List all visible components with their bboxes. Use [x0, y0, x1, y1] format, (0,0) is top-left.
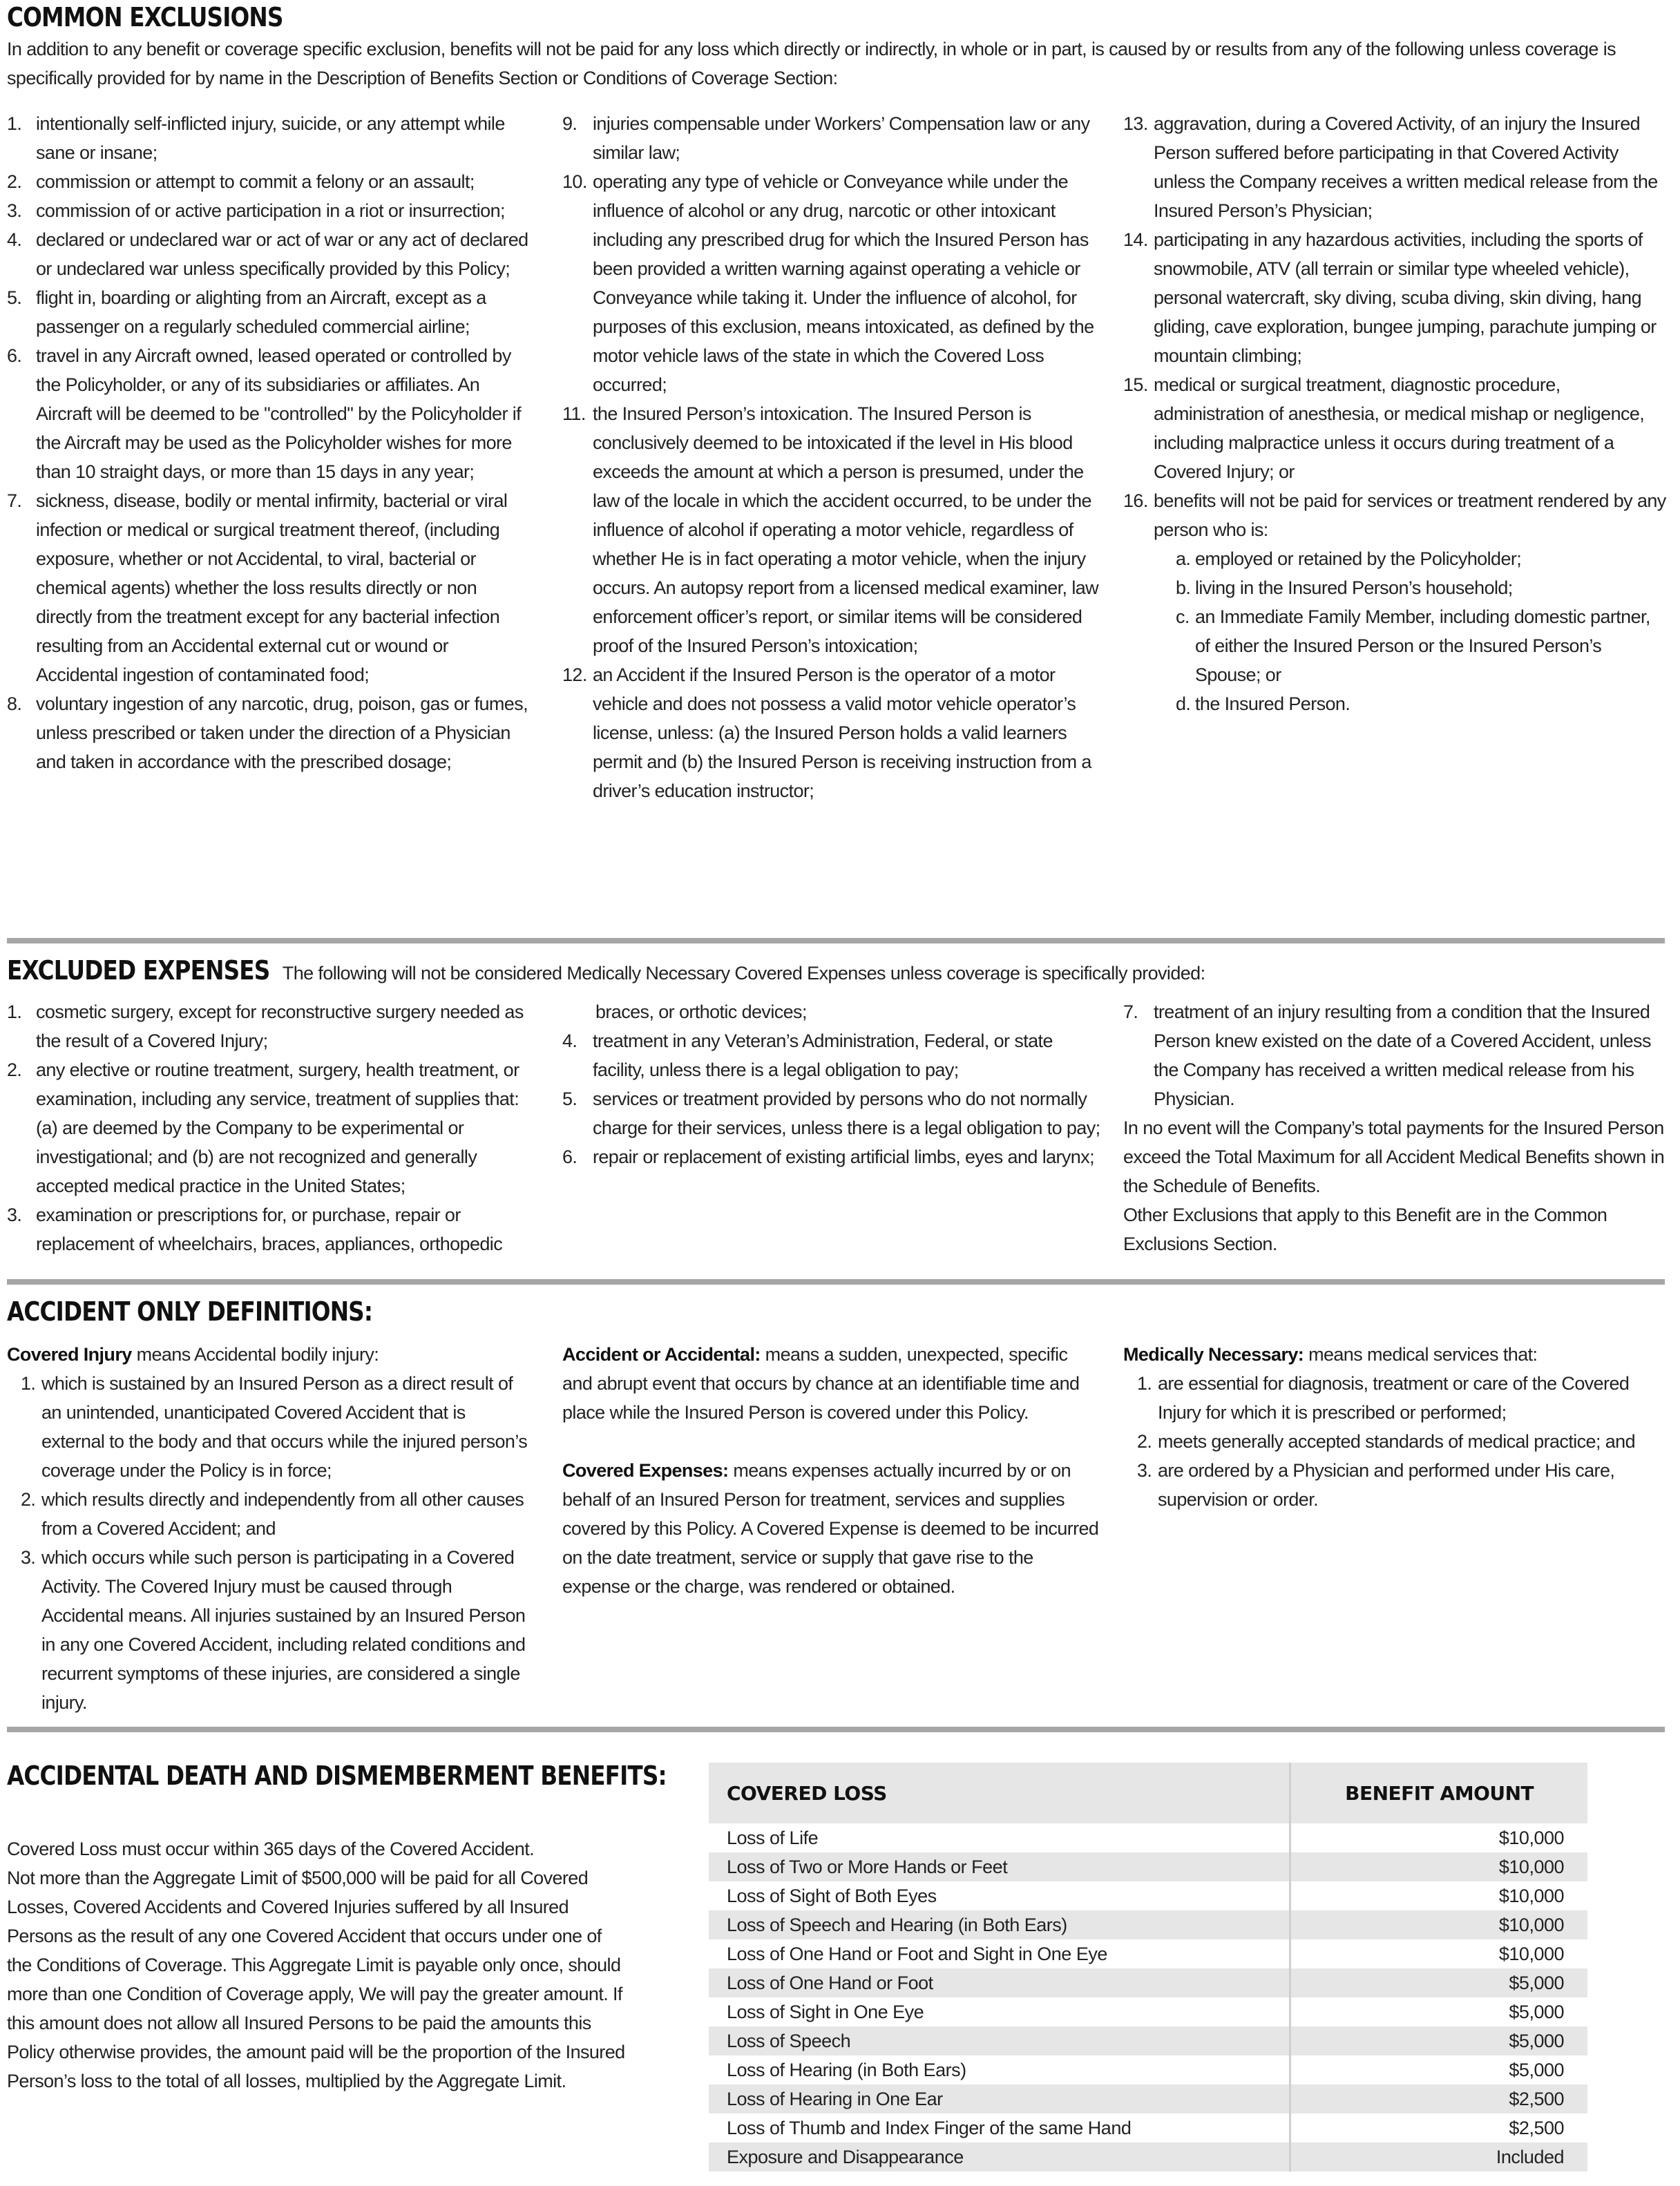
exclusion-item	[562, 660, 1101, 805]
list-item-number: 3.	[21, 1547, 36, 1568]
list-item-number: 14.	[1123, 229, 1148, 250]
list-item-text: an Immediate Family Member, including domestic partner, of either the Insured Person or the Insured Person’s Spouse; or	[1195, 606, 1650, 685]
list-item-number: 15.	[1123, 374, 1148, 395]
list-item-number: 11.	[562, 403, 586, 424]
definition-column-2	[562, 1340, 1101, 1601]
benefit-amount-cell: $5,000	[1290, 1968, 1587, 1997]
list-item-text: which is sustained by an Insured Person as a direct result of an unintended, unanticipated Covered Accident that is external to the body and that occurs while the injured person’s coverage under the Policy is in force;	[41, 1373, 528, 1481]
common-exclusions-section	[7, 1, 1651, 93]
list-item-text: employed or retained by the Policyholder;	[1195, 548, 1522, 569]
list-item-text: are essential for diagnosis, treatment or care of the Covered Injury for which it is prescribed or performed;	[1158, 1373, 1630, 1423]
benefit-amount-cell: $10,000	[1290, 1910, 1587, 1939]
excluded-expenses-total-maximum-note: In no event will the Company’s total payments for the Insured Person exceed the Total Maximum for all Accident Medical Benefits shown in the Schedule of Benefits.	[1123, 1118, 1665, 1196]
list-item-number: 7.	[1123, 1001, 1138, 1022]
excluded-expense-item	[7, 1200, 532, 1258]
list-item-number: 6.	[562, 1147, 578, 1167]
list-item-text: declared or undeclared war or act of war or any act of declared or undeclared war unless specifically provided by this Policy;	[36, 229, 528, 279]
list-item-text: an Accident if the Insured Person is the operator of a motor vehicle and does not possess a valid motor vehicle operator’s license, unless: (a) the Insured Person holds a valid learners permit and (b) the Insured Person is receiving instruction from a driver’s education instructor;	[593, 664, 1091, 801]
list-item-number: 1.	[7, 1001, 22, 1022]
common-exclusions-column-3	[1123, 109, 1669, 718]
add-benefits-text	[7, 1834, 629, 2096]
list-item-number: 2.	[7, 171, 22, 192]
list-item-text: the Insured Person’s intoxication. The Insured Person is conclusively deemed to be intoxicated if the level in His blood exceeds the amount at which a person is presumed, under the law of the locale in which the accident occurred, to be under the influence of alcohol if operating a motor vehicle, regardless of whether He is in fact operating a motor vehicle, when the injury occurs. An autopsy report from a licensed medical examiner, law enforcement officer’s report, or similar items will be considered proof of the Insured Person’s intoxication;	[593, 403, 1099, 656]
definition-covered-injury	[7, 1340, 532, 1717]
list-item-number: a.	[1176, 548, 1191, 569]
common-exclusions-column-1	[7, 109, 532, 776]
definition-item	[21, 1485, 532, 1543]
exclusion-item	[7, 341, 532, 486]
exclusion-item	[7, 283, 532, 341]
list-item-number: 7.	[7, 490, 22, 511]
covered-loss-cell: Loss of Speech and Hearing (in Both Ears)	[709, 1910, 1290, 1939]
list-item-text: medical or surgical treatment, diagnostic procedure, administration of anesthesia, or medical mishap or negligence, including malpractice unless it occurs during treatment of a Covered Injury; or	[1154, 374, 1645, 482]
list-item-number: 1.	[1137, 1373, 1152, 1394]
exclusion-item	[7, 486, 532, 689]
excluded-expenses-continuation: braces, or orthotic devices;	[595, 1001, 807, 1022]
excluded-expenses-intro: The following will not be considered Medically Necessary Covered Expenses unless coverage is specifically provided:	[282, 963, 1205, 984]
section-divider	[7, 1279, 1665, 1285]
list-item-number: 2.	[1137, 1431, 1152, 1452]
list-item-text: any elective or routine treatment, surgery, health treatment, or examination, including any service, treatment of supplies that: (a) are deemed by the Company to be experimental or investigational; and (b) are not recognized and generally accepted medical practice in the United States;	[36, 1060, 519, 1196]
excluded-expense-item	[7, 1055, 532, 1200]
list-item-text: injuries compensable under Workers’ Compensation law or any similar law;	[593, 113, 1090, 163]
list-item-number: 2.	[7, 1060, 22, 1080]
list-item-text: operating any type of vehicle or Conveyance while under the influence of alcohol or any drug, narcotic or other intoxicant including any prescribed drug for which the Insured Person has been provided a written warning against operating a vehicle or Conveyance while taking it. Under the influence of alcohol, for purposes of this exclusion, means intoxicated, as defined by the motor vehicle laws of the state in which the Covered Loss occurred;	[593, 171, 1094, 395]
benefit-amount-cell: $10,000	[1290, 1881, 1587, 1910]
exclusion-item	[562, 399, 1101, 660]
list-item-number: 9.	[562, 113, 578, 134]
benefit-amount-header: BENEFIT AMOUNT	[1290, 1763, 1587, 1823]
common-exclusions-title: COMMON EXCLUSIONS	[7, 2, 283, 32]
excluded-expense-item	[7, 997, 532, 1055]
list-item-text: voluntary ingestion of any narcotic, drug, poison, gas or fumes, unless prescribed or taken under the direction of a Physician and taken in accordance with the prescribed dosage;	[36, 693, 528, 772]
excluded-expenses-column-2	[562, 997, 1101, 1171]
list-item-number: 3.	[1137, 1460, 1152, 1481]
list-item-text: treatment of an injury resulting from a condition that the Insured Person knew existed on the date of a Covered Accident, unless the Company has received a written medical release from his Physician.	[1154, 1001, 1651, 1109]
list-item-number: 13.	[1123, 113, 1148, 134]
exclusion-item	[1123, 370, 1669, 486]
list-item-number: 1.	[7, 113, 22, 134]
table-row	[709, 1881, 1587, 1910]
excluded-expenses-other-exclusions-note: Other Exclusions that apply to this Benefit are in the Common Exclusions Section.	[1123, 1205, 1607, 1254]
add-benefits-title: ACCIDENTAL DEATH AND DISMEMBERMENT BENEFITS:	[7, 1761, 667, 1791]
excluded-expense-item	[562, 1142, 1101, 1171]
exclusion-item	[7, 196, 532, 225]
list-item-number: 2.	[21, 1489, 36, 1510]
exclusion-subitem	[1176, 573, 1669, 602]
exclusion-item	[562, 167, 1101, 399]
list-item-text: travel in any Aircraft owned, leased operated or controlled by the Policyholder, or any of its subsidiaries or affiliates. An Aircraft will be deemed to be "controlled" by the Policyholder if the Aircraft may be used as the Policyholder wishes for more than 10 straight days, or more than 15 days in any year;	[36, 345, 522, 482]
list-item-text: cosmetic surgery, except for reconstructive surgery needed as the result of a Covered Injury;	[36, 1001, 524, 1051]
excluded-expense-item	[562, 1026, 1101, 1084]
list-item-number: 6.	[7, 345, 22, 366]
definition-covered-expenses	[562, 1456, 1101, 1601]
covered-loss-cell: Loss of One Hand or Foot and Sight in One Eye	[727, 1943, 1107, 1964]
list-item-text: are ordered by a Physician and performed under His care, supervision or order.	[1158, 1460, 1615, 1510]
benefit-amount-cell: $10,000	[1290, 1939, 1587, 1968]
benefit-amount-cell: $10,000	[1290, 1823, 1587, 1852]
excluded-expenses-title: EXCLUDED EXPENSES	[7, 955, 270, 986]
list-item-text: which occurs while such person is participating in a Covered Activity. The Covered Injury must be caused through Accidental means. All injuries sustained by an Insured Person in any one Covered Accident, including related conditions and recurrent symptoms of these injuries, are considered a single injury.	[41, 1547, 526, 1713]
table-row	[709, 1910, 1587, 1939]
list-item-text: the Insured Person.	[1195, 693, 1350, 714]
table-row	[709, 1852, 1587, 1881]
common-exclusions-column-2	[562, 109, 1101, 805]
definition-item	[1137, 1369, 1669, 1427]
table-row	[709, 2026, 1587, 2055]
covered-loss-cell: Loss of Two or More Hands or Feet	[709, 1852, 1290, 1881]
list-item-text: benefits will not be paid for services or treatment rendered by any person who is:	[1154, 490, 1666, 540]
accident-term: Accident or Accidental:	[562, 1344, 761, 1365]
excluded-expenses-column-1	[7, 997, 532, 1258]
definition-item	[1137, 1456, 1669, 1514]
list-item-text: commission or attempt to commit a felony or an assault;	[36, 171, 475, 192]
exclusion-item	[7, 167, 532, 196]
table-row	[709, 2055, 1587, 2084]
medically-necessary-definition: means medical services that:	[1308, 1344, 1538, 1365]
list-item-text: living in the Insured Person’s household;	[1195, 577, 1513, 598]
list-item-number: b.	[1176, 577, 1191, 598]
exclusion-item	[1123, 486, 1669, 544]
list-item-text: meets generally accepted standards of medical practice; and	[1158, 1431, 1636, 1452]
definition-accident	[562, 1340, 1101, 1427]
list-item-text: aggravation, during a Covered Activity, of an injury the Insured Person suffered before participating in that Covered Activity unless the Company receives a written medical release from the Insured Person’s Physician;	[1154, 113, 1658, 221]
accident-definition: means a sudden, unexpected, specific and abrupt event that occurs by chance at an identifiable time and place while the Insured Person is covered under this Policy.	[562, 1344, 1080, 1423]
section-divider	[7, 1727, 1665, 1732]
list-item-number: d.	[1176, 693, 1191, 714]
list-item-text: participating in any hazardous activities, including the sports of snowmobile, ATV (all terrain or similar type wheeled vehicle), personal watercraft, sky diving, scuba diving, skin diving, hang gliding, cave exploration, bungee jumping, parachute jumping or mountain climbing;	[1154, 229, 1657, 366]
exclusion-item	[1123, 225, 1669, 370]
covered-loss-cell: Loss of Sight of Both Eyes	[727, 1885, 937, 1906]
list-item-number: 16.	[1123, 490, 1148, 511]
benefit-amount-cell: $5,000	[1290, 1997, 1587, 2026]
table-row	[709, 1823, 1587, 1852]
table-row	[709, 2142, 1587, 2171]
definition-item	[21, 1369, 532, 1485]
list-item-number: 5.	[7, 287, 22, 308]
list-item-text: commission of or active participation in a riot or insurrection;	[36, 200, 505, 221]
covered-loss-cell: Loss of Life	[727, 1827, 819, 1848]
benefit-amount-cell: $5,000	[1290, 2055, 1587, 2084]
list-item-number: 10.	[562, 171, 587, 192]
covered-injury-definition: means Accidental bodily injury:	[136, 1344, 379, 1365]
list-item-number: 3.	[7, 1205, 22, 1225]
definitions-header	[7, 1296, 1651, 1327]
medically-necessary-term: Medically Necessary:	[1123, 1344, 1304, 1365]
covered-loss-cell: Loss of One Hand or Foot	[709, 1968, 1290, 1997]
add-benefits-paragraph-1: Covered Loss must occur within 365 days of the Covered Accident.	[7, 1839, 535, 1859]
table-row	[709, 1939, 1587, 1968]
covered-expenses-definition: means expenses actually incurred by or on behalf of an Insured Person for treatment, services and supplies covered by this Policy. A Covered Expense is deemed to be incurred on the date treatment, service or supply that gave rise to the expense or the charge, was rendered or obtained.	[562, 1460, 1099, 1597]
covered-injury-term: Covered Injury	[7, 1344, 132, 1365]
excluded-expenses-column-3	[1123, 997, 1669, 1258]
table-row	[709, 2113, 1587, 2142]
table-row	[709, 1968, 1587, 1997]
exclusion-subitem	[1176, 602, 1669, 689]
table-row	[709, 2084, 1587, 2113]
list-item-number: 5.	[562, 1089, 578, 1109]
covered-loss-table	[709, 1763, 1587, 2171]
list-item-text: sickness, disease, bodily or mental infirmity, bacterial or viral infection or medical or surgical treatment thereof, (including exposure, whether or not Accidental, to viral, bacterial or chemical agents) whether the loss results directly or non directly from the treatment except for any bacterial infection resulting from an Accidental external cut or wound or Accidental ingestion of contaminated food;	[36, 490, 508, 685]
benefit-amount-cell: $10,000	[1290, 1852, 1587, 1881]
list-item-text: services or treatment provided by persons who do not normally charge for their services, unless there is a legal obligation to pay;	[593, 1089, 1100, 1138]
table-row	[709, 1997, 1587, 2026]
exclusion-item	[7, 689, 532, 776]
list-item-text: repair or replacement of existing artificial limbs, eyes and larynx;	[593, 1147, 1095, 1167]
list-item-text: flight in, boarding or alighting from an Aircraft, except as a passenger on a regularly scheduled commercial airline;	[36, 287, 486, 337]
exclusion-item	[7, 109, 532, 167]
covered-loss-cell: Loss of Hearing (in Both Ears)	[727, 2059, 966, 2080]
excluded-expense-item	[1123, 997, 1669, 1113]
list-item-number: 4.	[562, 1030, 578, 1051]
covered-loss-cell: Loss of Sight in One Eye	[727, 2001, 924, 2022]
covered-loss-cell: Exposure and Disappearance	[709, 2142, 1290, 2171]
list-item-text: which results directly and independently from all other causes from a Covered Accident; and	[41, 1489, 524, 1539]
list-item-number: 1.	[21, 1373, 36, 1394]
exclusion-subitem	[1176, 544, 1669, 573]
list-item-number: c.	[1176, 606, 1190, 627]
benefit-amount-cell: $2,500	[1290, 2113, 1587, 2142]
exclusion-item	[7, 225, 532, 283]
excluded-expenses-header	[7, 955, 1651, 986]
covered-expenses-term: Covered Expenses:	[562, 1460, 729, 1481]
list-item-text: treatment in any Veteran’s Administration, Federal, or state facility, unless there is a legal obligation to pay;	[593, 1030, 1053, 1080]
common-exclusions-intro: In addition to any benefit or coverage specific exclusion, benefits will not be paid for any loss which directly or indirectly, in whole or in part, is caused by or results from any of the following unless coverage is specifically provided for by name in the Description of Benefits Section or Conditions of Coverage Section:	[7, 39, 1616, 88]
covered-loss-cell: Loss of Hearing in One Ear	[709, 2084, 1290, 2113]
benefit-amount-cell: $2,500	[1290, 2084, 1587, 2113]
list-item-number: 12.	[562, 664, 587, 685]
list-item-number: 4.	[7, 229, 22, 250]
exclusion-item	[1123, 109, 1669, 225]
covered-loss-header: COVERED LOSS	[709, 1763, 1290, 1823]
definition-item	[1137, 1427, 1669, 1456]
exclusion-item	[562, 109, 1101, 167]
definition-medically-necessary	[1123, 1340, 1669, 1514]
exclusion-subitem	[1176, 689, 1669, 718]
covered-loss-cell: Loss of Speech	[709, 2026, 1290, 2055]
excluded-expense-item	[562, 1084, 1101, 1142]
list-item-text: examination or prescriptions for, or purchase, repair or replacement of wheelchairs, braces, appliances, orthopedic	[36, 1205, 503, 1254]
add-benefits-paragraph-2: Not more than the Aggregate Limit of $500,000 will be paid for all Covered Losses, Covered Accidents and Covered Injuries suffered by all Insured Persons as the result of any one Covered Accident that occurs under one of the Conditions of Coverage. This Aggregate Limit is payable only once, should more than one Condition of Coverage apply, We will pay the greater amount. If this amount does not allow all Insured Persons to be paid the amounts this Policy otherwise provides, the amount paid will be the proportion of the Insured Person’s loss to the total of all losses, multiplied by the Aggregate Limit.	[7, 1868, 625, 2091]
list-item-number: 3.	[7, 200, 22, 221]
section-divider	[7, 938, 1665, 943]
benefit-amount-cell: $5,000	[1290, 2026, 1587, 2055]
definition-item	[21, 1543, 532, 1717]
definitions-title: ACCIDENT ONLY DEFINITIONS:	[7, 1296, 373, 1327]
benefit-amount-cell: Included	[1290, 2142, 1587, 2171]
list-item-number: 8.	[7, 693, 22, 714]
table-header-row	[709, 1763, 1587, 1823]
list-item-text: intentionally self-inflicted injury, suicide, or any attempt while sane or insane;	[36, 113, 505, 163]
covered-loss-cell: Loss of Thumb and Index Finger of the same Hand	[727, 2117, 1132, 2138]
